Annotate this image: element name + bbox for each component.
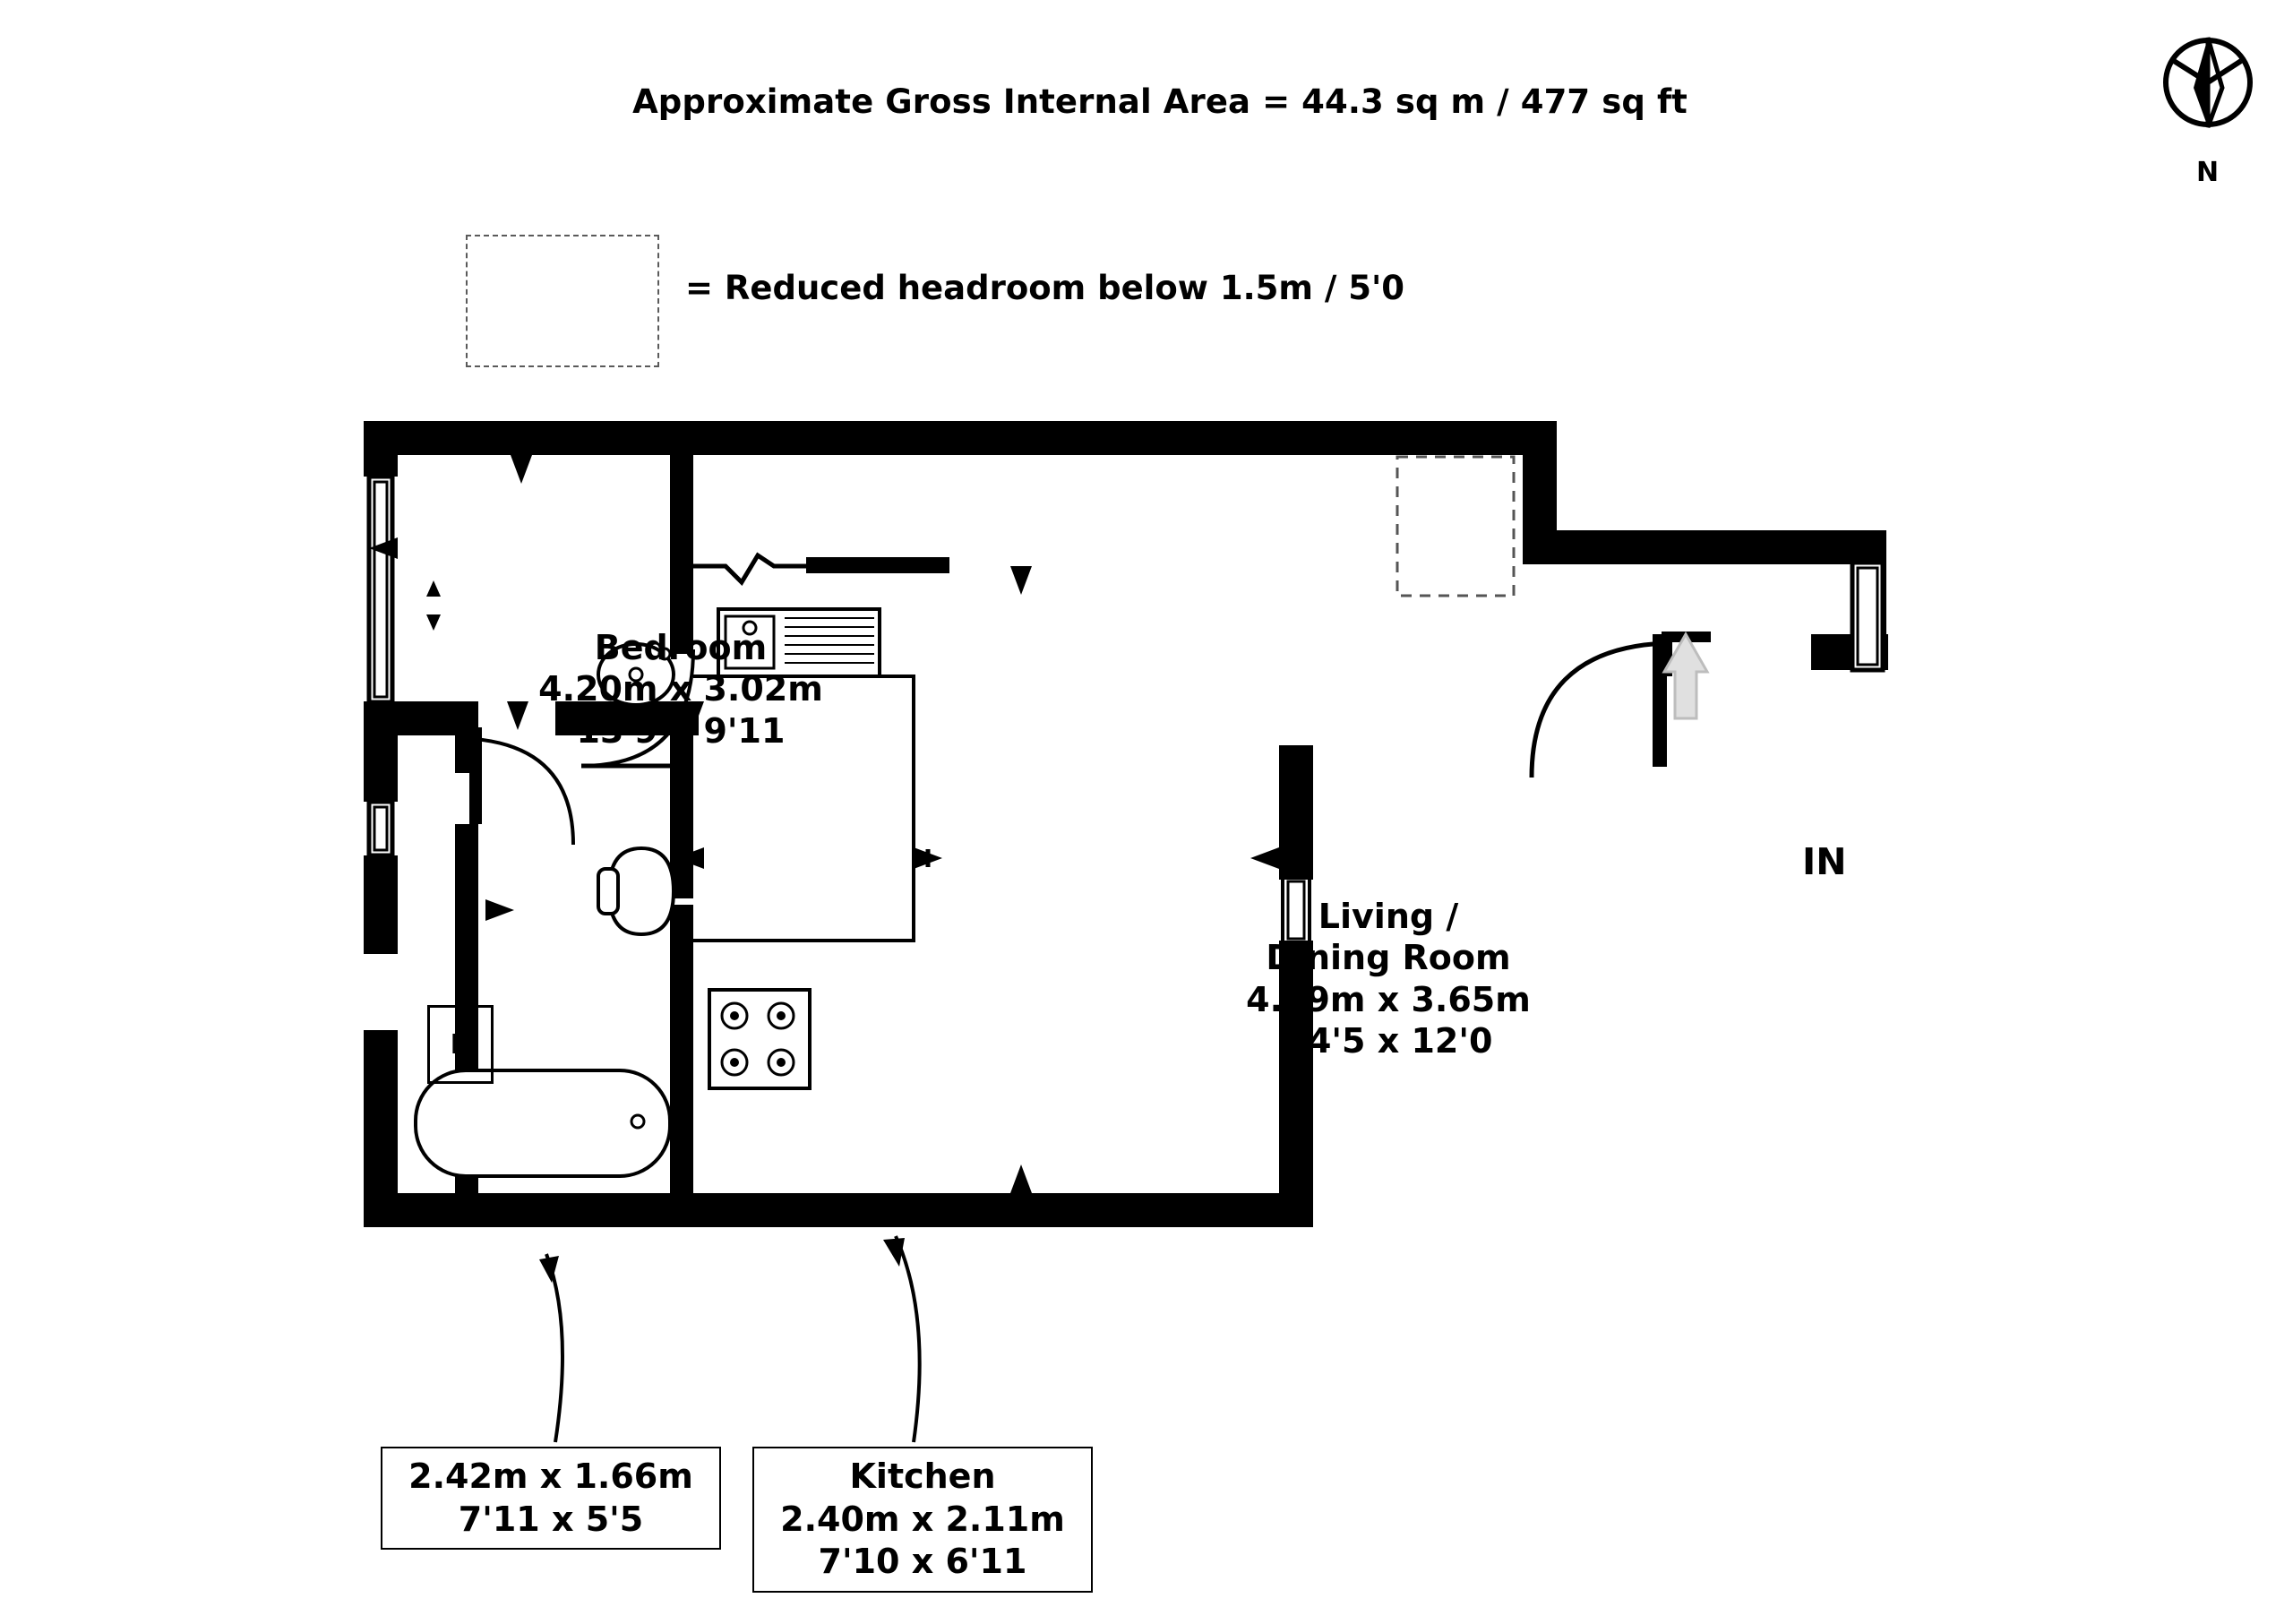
kitchen-metric: 2.40m x 2.11m (780, 1499, 1065, 1539)
living-dining-name-line2: Dining Room (1266, 938, 1511, 978)
gross-internal-area-note: Approximate Gross Internal Area = 44.3 sq m / 477 sq ft (632, 82, 1688, 121)
entrance-in-label: IN (1802, 840, 1847, 883)
bathroom-metric: 2.42m x 1.66m (408, 1456, 693, 1496)
bedroom-name: Bedroom (594, 628, 768, 667)
living-dining-imperial: 14'5 x 12'0 (1284, 1021, 1493, 1061)
bedroom-metric: 4.20m x 3.02m (538, 669, 823, 709)
room-label-bedroom (484, 627, 878, 752)
callout-leader-lines (340, 1075, 1236, 1496)
bedroom-imperial: 13'9 x 9'11 (576, 710, 786, 751)
room-label-living-dining (1191, 896, 1585, 1061)
reduced-headroom-legend-label: = Reduced headroom below 1.5m / 5'0 (685, 269, 1405, 307)
kitchen-imperial: 7'10 x 6'11 (818, 1542, 1027, 1581)
kitchen-name: Kitchen (849, 1456, 996, 1496)
living-dining-metric: 4.39m x 3.65m (1246, 979, 1531, 1019)
compass-north-label: N (2196, 157, 2220, 188)
reduced-headroom-swatch (466, 235, 659, 367)
boiler-marker: B (427, 1005, 494, 1084)
bathroom-imperial: 7'11 x 5'5 (458, 1499, 644, 1539)
living-dining-name-line1: Living / (1318, 897, 1459, 936)
